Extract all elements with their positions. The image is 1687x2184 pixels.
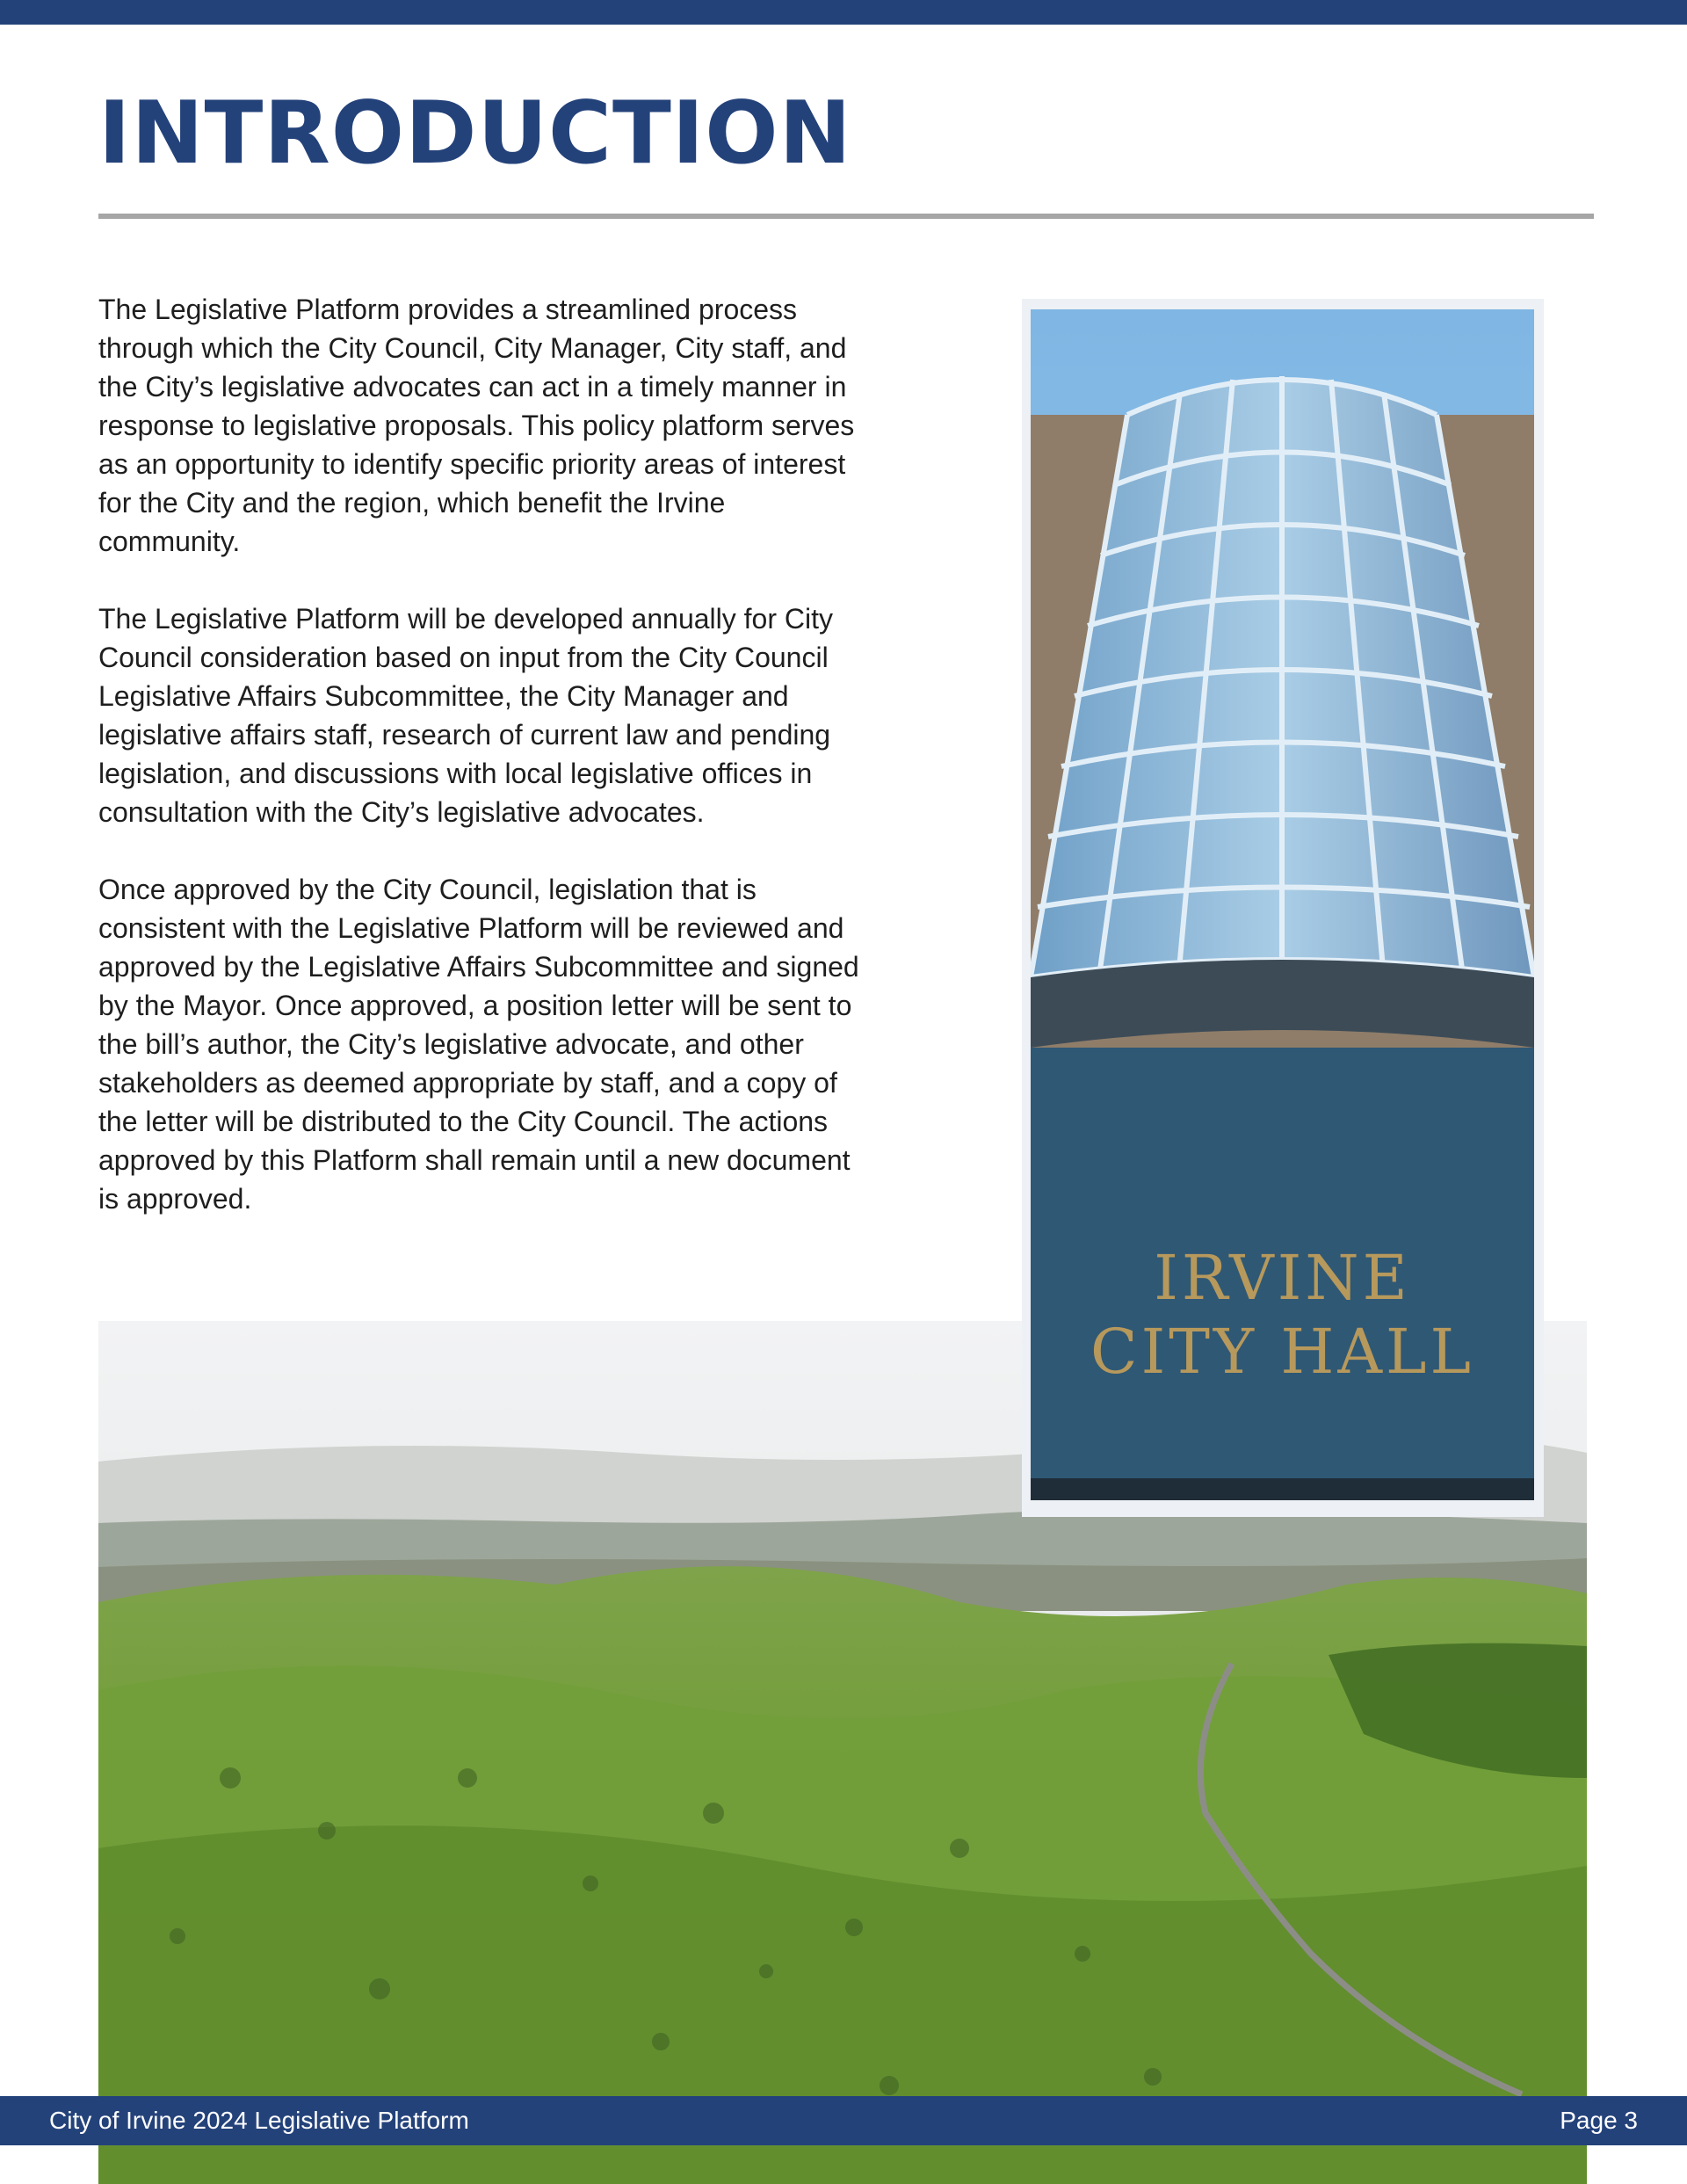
top-accent-bar	[0, 0, 1687, 25]
city-hall-photo	[1031, 309, 1534, 1500]
intro-body	[98, 290, 872, 1257]
intro-paragraph-3: Once approved by the City Council, legislation that is consistent with the Legislative Platform will be reviewed and approved by the Legislative Affairs Subcommittee and signed by the Mayor. Once approved, a position letter will be sent to the bill’s author, the City’s legislative advocate, and other stakeholders as deemed appropriate by staff, and a copy of the letter will be distributed to the City Council. The actions approved by this Platform shall remain until a new document is approved.	[98, 874, 859, 1215]
footer-page-number: Page 3	[1560, 2107, 1638, 2134]
footer-document-title: City of Irvine 2024 Legislative Platform	[49, 2107, 469, 2134]
page-title: INTRODUCTION	[98, 83, 852, 184]
sign-line-1: IRVINE	[1154, 1242, 1411, 1314]
intro-paragraph-1: The Legislative Platform provides a streamlined process through which the City Council, City Manager, City staff, and the City’s legislative advocates can act in a timely manner in response to legislative proposals. This policy platform serves as an opportunity to identify specific priority areas of interest for the City and the region, which benefit the Irvine community.	[98, 294, 855, 557]
city-hall-sign	[1031, 1241, 1534, 1389]
intro-paragraph-2: The Legislative Platform will be developed annually for City Council consideration based on input from the City Council Legislative Affairs Subcommittee, the City Manager and legislative affairs staff, research of current law and pending legislation, and discussions with local legislative offices in consultation with the City’s legislative advocates.	[98, 603, 833, 828]
title-divider	[98, 214, 1594, 219]
page-footer	[0, 2096, 1687, 2145]
sign-line-2: CITY HALL	[1090, 1316, 1474, 1388]
